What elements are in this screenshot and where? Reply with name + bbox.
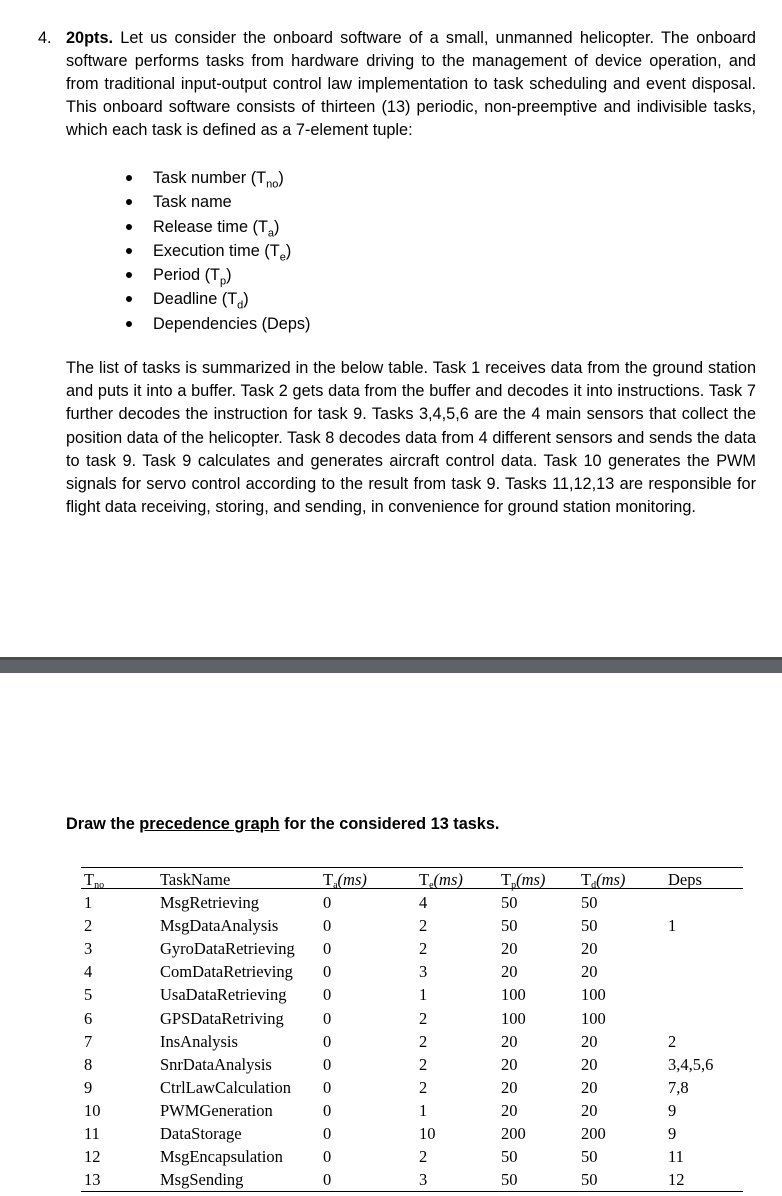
table-cell: 3,4,5,6	[668, 1054, 714, 1074]
table-cell: 0	[323, 1100, 332, 1120]
table-cell: 0	[323, 939, 332, 959]
instruction-underlined: precedence graph	[139, 815, 280, 833]
table-cell: 50	[501, 893, 518, 912]
table-cell: 10	[84, 1100, 101, 1120]
header-subscript: a	[333, 880, 338, 891]
table-cell: 3	[419, 1170, 428, 1190]
bullet-icon	[126, 321, 132, 327]
table-cell: 9	[668, 1100, 677, 1120]
tuple-item-subscript: p	[219, 275, 227, 288]
table-cell: 50	[581, 1147, 598, 1167]
tuple-item-subscript: e	[279, 251, 286, 264]
table-cell: 20	[581, 939, 598, 959]
header-main: T	[581, 870, 592, 889]
table-header-cell	[581, 870, 625, 895]
header-main: Deps	[668, 870, 702, 889]
tuple-item	[124, 239, 310, 263]
header-unit: (ms)	[433, 870, 463, 889]
table-cell: InsAnalysis	[160, 1031, 238, 1051]
table-cell: MsgDataAnalysis	[160, 916, 279, 936]
table-cell: CtrlLawCalculation	[160, 1077, 292, 1097]
table-cell: 20	[501, 1054, 518, 1074]
table-cell: 20	[501, 1100, 518, 1120]
table-header-cell	[160, 870, 230, 889]
tuple-item-close: )	[274, 217, 280, 236]
tuple-element-list	[124, 166, 310, 336]
tuple-item	[124, 287, 310, 311]
table-cell: 0	[323, 985, 332, 1005]
table-cell: 2	[419, 1147, 428, 1167]
bullet-icon	[126, 175, 132, 181]
table-cell: 100	[581, 985, 606, 1005]
table-header-cell	[84, 870, 104, 895]
table-cell: 2	[419, 939, 428, 959]
header-subscript: p	[511, 880, 517, 891]
header-subscript: e	[429, 880, 434, 891]
header-subscript: no	[94, 880, 105, 891]
table-cell: 20	[501, 962, 518, 982]
table-cell: 0	[323, 916, 332, 936]
table-cell: 2	[84, 916, 93, 936]
table-cell: 0	[323, 1054, 332, 1074]
table-cell: 11	[84, 1124, 100, 1143]
table-cell: 4	[84, 962, 93, 982]
header-unit: (ms)	[516, 870, 546, 889]
table-cell: GPSDataRetriving	[160, 1008, 284, 1028]
table-cell: 7,8	[668, 1077, 689, 1097]
table-header-cell	[323, 870, 367, 895]
bullet-icon	[126, 224, 132, 230]
table-cell: 8	[84, 1054, 93, 1074]
table-cell: 12	[668, 1170, 685, 1190]
table-cell: 2	[419, 1054, 428, 1074]
instruction-text	[66, 815, 499, 834]
table-cell: 0	[323, 893, 332, 912]
table-cell: 2	[419, 916, 428, 936]
tuple-item	[124, 312, 310, 336]
table-cell: ComDataRetrieving	[160, 962, 293, 982]
table-cell: 20	[581, 1077, 598, 1097]
tuple-item-close: )	[226, 266, 232, 285]
table-cell: PWMGeneration	[160, 1100, 273, 1120]
question-text: Let us consider the onboard software of a small, unmanned helicopter. The onboard software performs tasks from hardware driving to the management of device operation, and from traditional input-output control law implementation to task scheduling and event disposal. This onboard software consists of thirteen (13) periodic, non-preemptive and indivisible tasks, which each task is defined as a 7-element tuple:	[66, 29, 756, 139]
table-cell: 20	[501, 1077, 518, 1097]
instruction-before: Draw the	[66, 815, 140, 833]
table-cell: 20	[581, 1100, 598, 1120]
table-cell: 12	[84, 1147, 101, 1167]
table-cell: 5	[84, 985, 93, 1005]
tuple-item-label: Task number (T	[153, 169, 267, 187]
tuple-item	[124, 263, 310, 287]
tuple-item	[124, 190, 310, 214]
table-cell: 100	[501, 1008, 526, 1028]
tuple-item-label: Task name	[153, 193, 232, 212]
table-cell: 3	[84, 939, 93, 959]
header-main: T	[84, 870, 95, 889]
tuple-item-close: )	[285, 241, 292, 260]
header-unit: (ms)	[596, 870, 626, 889]
tuple-item	[124, 166, 310, 190]
table-cell: 0	[323, 962, 332, 982]
table-header-cell	[419, 870, 463, 895]
table-cell: 20	[581, 1054, 598, 1074]
table-cell: 2	[419, 1077, 428, 1097]
table-cell: 50	[581, 893, 598, 912]
table-cell: 4	[419, 893, 428, 912]
table-cell: 20	[501, 1031, 518, 1051]
question-points: 20pts.	[66, 29, 114, 47]
tuple-item-subscript: no	[266, 178, 279, 191]
table-cell: SnrDataAnalysis	[160, 1054, 272, 1074]
header-main: T	[323, 870, 334, 889]
header-subscript: d	[591, 880, 597, 891]
table-cell: 50	[501, 1147, 518, 1167]
table-cell: MsgRetrieving	[160, 893, 259, 912]
question-number: 4.	[38, 29, 52, 47]
instruction-after: for the considered 13 tasks.	[279, 815, 500, 833]
table-cell: 1	[84, 893, 93, 912]
tuple-item	[124, 215, 310, 239]
bullet-icon	[126, 296, 132, 302]
task-description: The list of tasks is summarized in the below table. Task 1 receives data from the ground station and puts it into a buffer. Task 2 gets data from the buffer and decodes it into instructions. Task 7 further decodes the instruction for task 9. Tasks 3,4,5,6 are the 4 main sensors that collect the position data of the helicopter. Task 8 decodes data from 4 different sensors and sends the data to task 9. Task 9 calculates and generates aircraft control data. Task 10 generates the PWM signals for servo control according to the result from task 9. Tasks 11,12,13 are responsible for flight data receiving, storing, and sending, in convenience for ground station monitoring.	[66, 359, 756, 517]
question-block	[38, 27, 756, 142]
table-cell: 20	[581, 962, 598, 982]
table-cell: 10	[419, 1124, 436, 1143]
header-main: T	[501, 870, 512, 889]
table-cell: 200	[581, 1124, 606, 1143]
table-cell: 20	[501, 939, 518, 959]
bullet-icon	[126, 199, 132, 205]
table-cell: MsgSending	[160, 1170, 244, 1190]
table-cell: 13	[84, 1170, 101, 1190]
bullet-icon	[126, 248, 132, 254]
table-cell: 2	[419, 1031, 428, 1051]
table-cell: 20	[581, 1031, 598, 1051]
table-cell: 50	[581, 1170, 598, 1190]
page-divider	[0, 657, 782, 673]
table-cell: 9	[84, 1077, 93, 1097]
table-cell: 0	[323, 1077, 332, 1097]
header-unit: (ms)	[337, 870, 367, 889]
tuple-item-label: Period (T	[153, 266, 220, 285]
table-cell: 100	[581, 1008, 606, 1028]
table-cell: 0	[323, 1031, 332, 1051]
table-cell: 50	[581, 916, 598, 936]
table-cell: GyroDataRetrieving	[160, 939, 295, 959]
table-header-cell	[668, 870, 702, 889]
table-cell: 200	[501, 1124, 526, 1143]
tuple-item-label: Release time (T	[153, 217, 268, 236]
table-cell: 2	[419, 1008, 428, 1028]
table-cell: 2	[668, 1031, 677, 1051]
table-cell: 1	[419, 985, 428, 1005]
table-cell: 0	[323, 1124, 332, 1143]
bullet-icon	[126, 272, 132, 278]
tuple-item-subscript: d	[237, 299, 244, 312]
table-cell: 50	[501, 916, 518, 936]
tuple-item-label: Deadline (T	[153, 290, 238, 309]
table-cell: 100	[501, 985, 526, 1005]
table-cell: 0	[323, 1170, 332, 1190]
table-cell: 50	[501, 1170, 518, 1190]
question-paragraph	[66, 27, 756, 142]
table-cell: 0	[323, 1147, 332, 1167]
table-cell: 0	[323, 1008, 332, 1028]
tuple-item-subscript: a	[267, 226, 275, 239]
table-bottom-rule	[81, 1191, 743, 1192]
header-main: TaskName	[160, 870, 231, 889]
table-cell: 7	[84, 1031, 93, 1051]
table-cell: 1	[668, 916, 677, 936]
tuple-item-label: Dependencies (Deps)	[153, 314, 311, 333]
tuple-item-close: )	[278, 169, 284, 187]
table-cell: MsgEncapsulation	[160, 1147, 283, 1167]
table-top-rule	[81, 867, 743, 868]
header-main: T	[419, 870, 430, 889]
table-cell: DataStorage	[160, 1124, 242, 1143]
table-cell: 1	[419, 1100, 428, 1120]
table-cell: 9	[668, 1124, 677, 1143]
table-cell: 11	[668, 1147, 684, 1167]
table-cell: UsaDataRetrieving	[160, 985, 287, 1005]
tuple-item-label: Execution time (T	[153, 241, 280, 260]
table-header-cell	[501, 870, 545, 895]
table-cell: 3	[419, 962, 428, 982]
tuple-item-close: )	[243, 290, 249, 309]
table-cell: 6	[84, 1008, 93, 1028]
